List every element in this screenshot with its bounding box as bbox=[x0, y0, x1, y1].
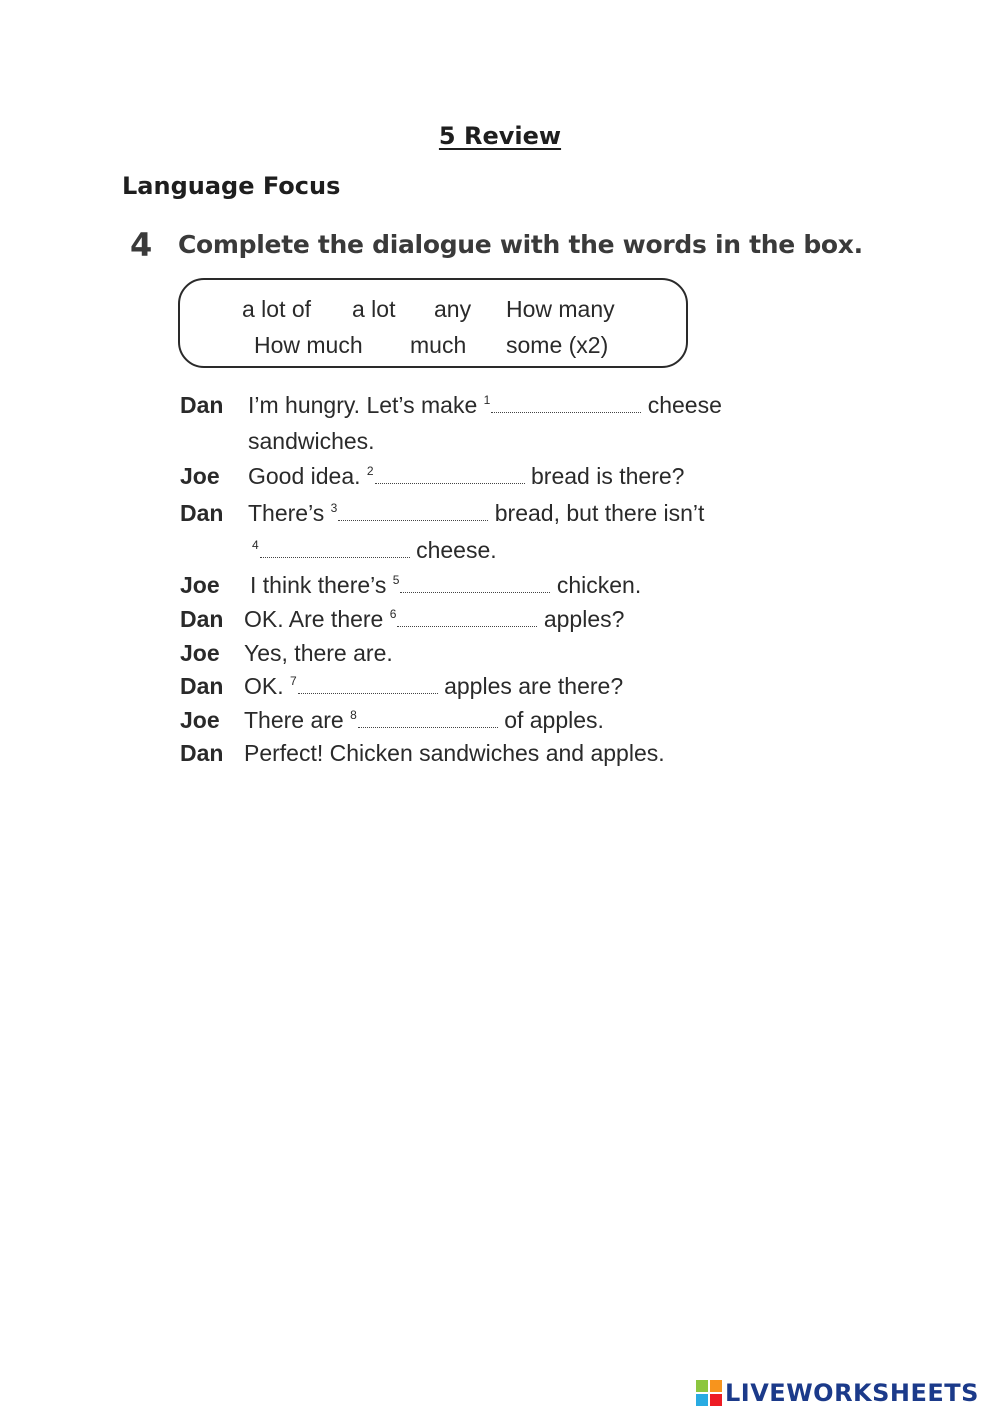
dialogue-text: Perfect! Chicken sandwiches and apples. bbox=[244, 740, 665, 766]
dialogue-line bbox=[0, 463, 1000, 497]
text-before: I’m hungry. Let’s make bbox=[248, 392, 478, 418]
text-before: OK. bbox=[244, 673, 284, 699]
section-title: Language Focus bbox=[122, 172, 341, 200]
text-after: apples are there? bbox=[444, 673, 624, 699]
dialogue-line bbox=[0, 392, 1000, 426]
dialogue-line bbox=[0, 537, 1000, 571]
speaker-label: Dan bbox=[180, 673, 224, 699]
dialogue-line bbox=[0, 640, 1000, 674]
word-option: any bbox=[434, 296, 472, 322]
liveworksheets-logo bbox=[696, 1378, 979, 1408]
word-option: a lot of bbox=[242, 296, 312, 322]
dialogue-text bbox=[244, 707, 604, 734]
text-after: bread, but there isn’t bbox=[494, 500, 705, 526]
word-box bbox=[178, 278, 688, 368]
dialogue-text bbox=[248, 392, 722, 419]
speaker-label: Joe bbox=[180, 707, 220, 733]
exercise-number: 4 bbox=[130, 226, 153, 264]
gap-number: 4 bbox=[252, 538, 259, 553]
text-after: of apples. bbox=[504, 707, 604, 733]
word-option: How many bbox=[506, 296, 615, 322]
gap-number: 5 bbox=[392, 573, 400, 588]
text-before: I think there’s bbox=[250, 572, 387, 598]
dialogue-text bbox=[244, 606, 624, 633]
page-title: 5 Review bbox=[438, 122, 562, 150]
text-before: OK. Are there bbox=[244, 606, 384, 632]
answer-blank[interactable] bbox=[400, 576, 550, 593]
dialogue-text bbox=[250, 572, 641, 599]
word-option: much bbox=[410, 332, 467, 358]
dialogue-text bbox=[244, 673, 623, 700]
word-option: some (x2) bbox=[506, 332, 609, 358]
gap-number: 8 bbox=[350, 708, 357, 723]
text-after: apples? bbox=[543, 606, 625, 632]
dialogue-line bbox=[0, 740, 1000, 774]
word-option: How much bbox=[254, 332, 363, 358]
answer-blank[interactable] bbox=[397, 610, 537, 627]
gap-number: 2 bbox=[366, 464, 374, 479]
speaker-label: Dan bbox=[180, 392, 224, 418]
dialogue-line bbox=[0, 673, 1000, 707]
gap-number: 3 bbox=[330, 501, 338, 516]
dialogue-text: Yes, there are. bbox=[244, 640, 393, 666]
answer-blank[interactable] bbox=[358, 711, 498, 728]
answer-blank[interactable] bbox=[338, 504, 488, 521]
speaker-label: Joe bbox=[180, 463, 220, 489]
text-before: Good idea. bbox=[248, 463, 361, 489]
text-after: cheese bbox=[647, 392, 722, 418]
answer-blank[interactable] bbox=[375, 467, 525, 484]
logo-text: LIVEWORKSHEETS bbox=[725, 1379, 979, 1407]
speaker-label: Joe bbox=[180, 572, 220, 598]
answer-blank[interactable] bbox=[491, 396, 641, 413]
dialogue-text bbox=[252, 537, 497, 564]
dialogue-text: sandwiches. bbox=[248, 428, 375, 454]
word-option: a lot bbox=[352, 296, 396, 322]
dialogue-line bbox=[0, 707, 1000, 741]
speaker-label: Dan bbox=[180, 740, 224, 766]
speaker-label: Dan bbox=[180, 500, 224, 526]
answer-blank[interactable] bbox=[298, 677, 438, 694]
dialogue-line bbox=[0, 500, 1000, 534]
text-before: There are bbox=[244, 707, 344, 733]
answer-blank[interactable] bbox=[260, 541, 410, 558]
dialogue-text bbox=[248, 463, 684, 490]
text-after: bread is there? bbox=[531, 463, 685, 489]
dialogue-line bbox=[0, 572, 1000, 606]
dialogue-text bbox=[248, 500, 704, 527]
logo-mark-icon bbox=[696, 1380, 722, 1406]
exercise-instruction: Complete the dialogue with the words in the box. bbox=[178, 230, 863, 259]
dialogue-line bbox=[0, 428, 1000, 462]
gap-number: 7 bbox=[290, 674, 297, 689]
text-after: cheese. bbox=[416, 537, 497, 563]
gap-number: 6 bbox=[389, 607, 397, 622]
text-before: There’s bbox=[248, 500, 325, 526]
text-after: chicken. bbox=[556, 572, 642, 598]
speaker-label: Joe bbox=[180, 640, 220, 666]
dialogue-line bbox=[0, 606, 1000, 640]
gap-number: 1 bbox=[483, 393, 491, 408]
speaker-label: Dan bbox=[180, 606, 224, 632]
